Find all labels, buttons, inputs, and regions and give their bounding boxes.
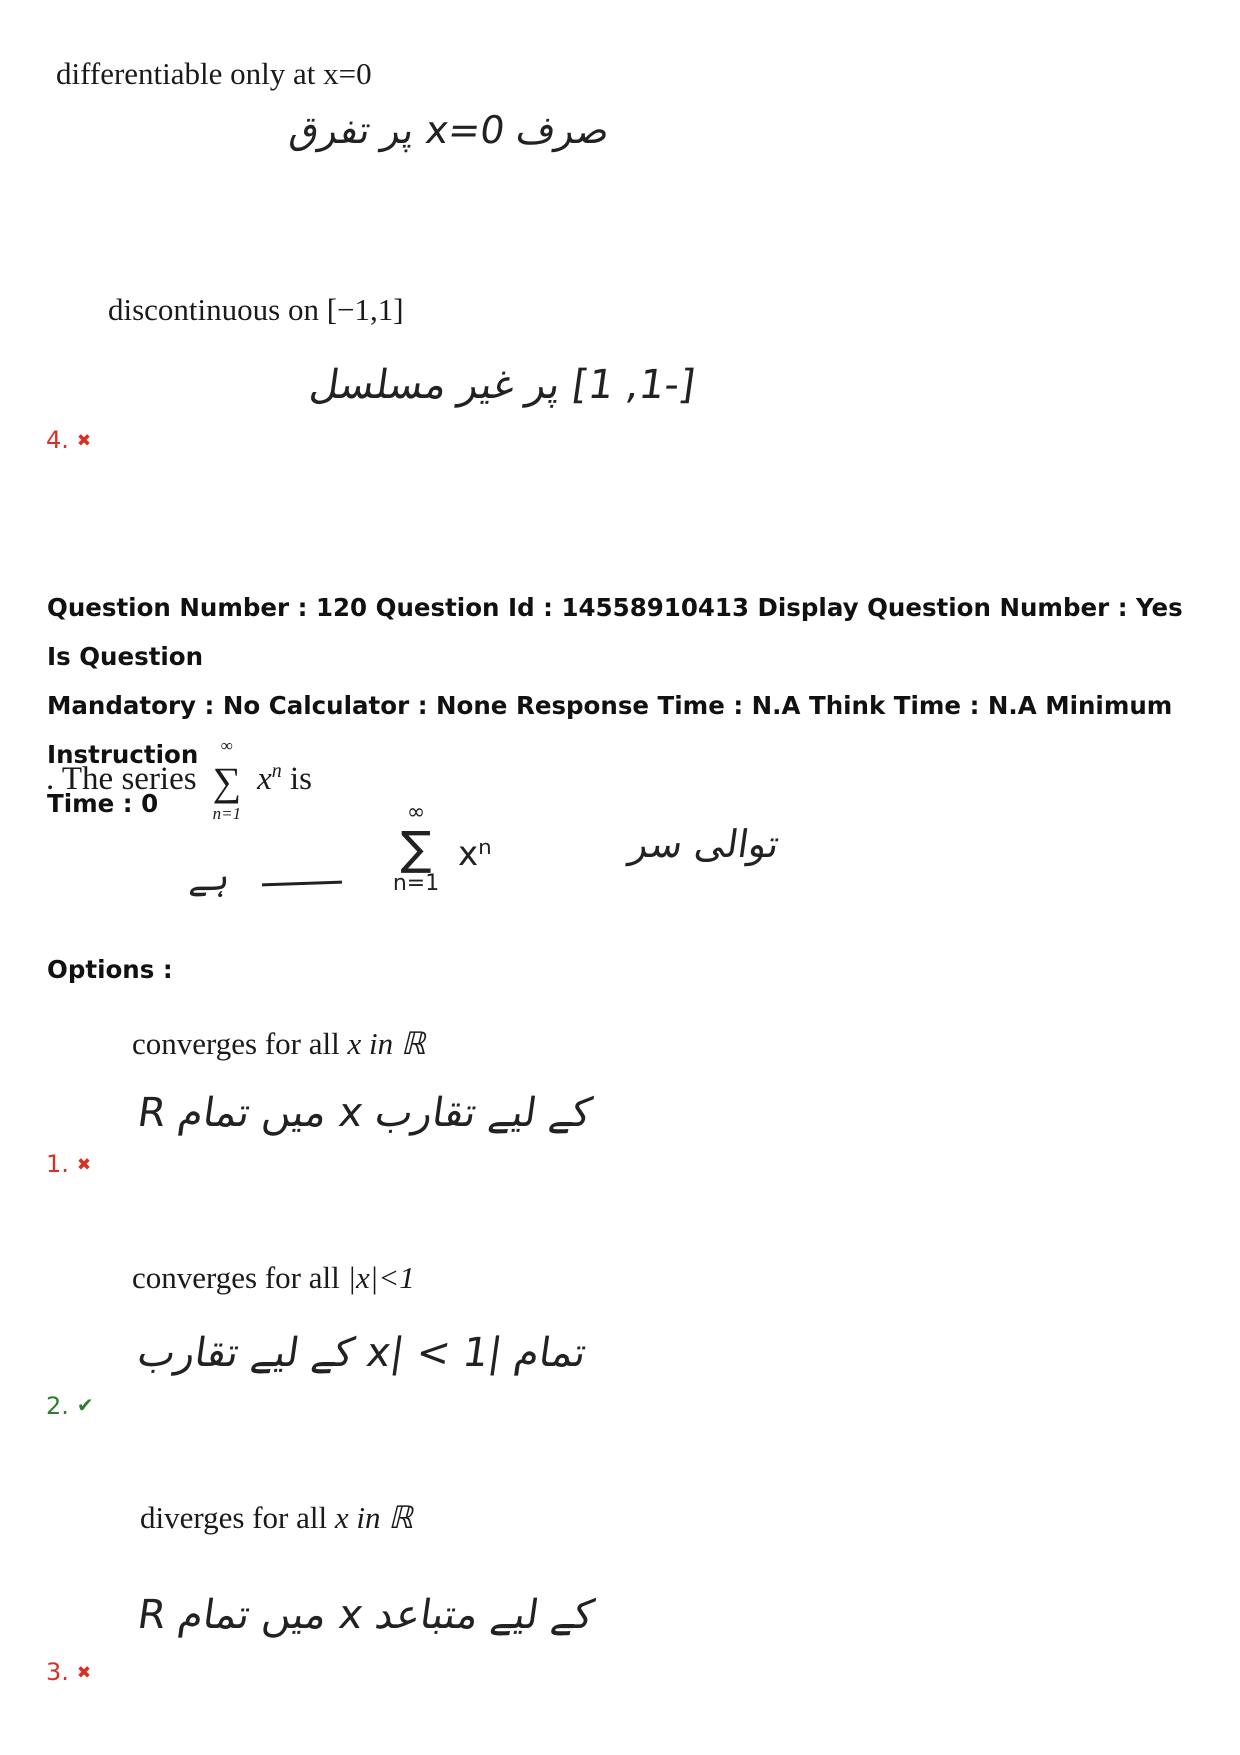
hand-sum-lower: n=1 — [392, 871, 440, 896]
hand-left-word: ہے — [187, 859, 233, 899]
question-meta-line1: Question Number : 120 Question Id : 14558910413 Display Question Number : Yes Is Question — [47, 593, 1183, 671]
option-1-number[interactable] — [46, 1150, 91, 1178]
option-4-number — [46, 426, 91, 454]
option-1-urdu: R میں تمام x کے لیے تقارب — [134, 1090, 595, 1136]
option-2-urdu: تمام |x| < 1 کے لیے تقارب — [134, 1330, 590, 1376]
option-3-urdu: R میں تمام x کے لیے متباعد — [134, 1592, 597, 1638]
option-2-number[interactable] — [46, 1392, 94, 1420]
hand-right-word: توالی سر — [626, 822, 782, 866]
prev-option3-urdu: صرف x=0 پر تفرق — [286, 108, 613, 152]
option-1-english-prefix: converges for all — [132, 1026, 340, 1061]
sum-lower: n=1 — [212, 804, 242, 823]
series-term-base: x — [257, 761, 272, 797]
prev-option3-english: differentiable only at x=0 — [56, 56, 372, 91]
option-3-number-text: 3. — [46, 1658, 69, 1686]
series-term-exp: n — [271, 760, 282, 782]
question-prefix: . The series — [46, 761, 197, 797]
options-label: Options : — [47, 955, 173, 984]
hand-term: xⁿ — [458, 834, 492, 874]
sum-upper: ∞ — [220, 736, 233, 755]
option-2-english-math: |x|<1 — [347, 1260, 415, 1295]
wrong-icon: ✖ — [76, 431, 92, 451]
option-1-number-text: 1. — [46, 1150, 69, 1178]
option-2-number-text: 2. — [46, 1392, 69, 1420]
wrong-icon: ✖ — [76, 1663, 92, 1683]
hand-summation: ∞ ∑ n=1 — [386, 800, 446, 896]
option-1-english-math: x in ℝ — [347, 1026, 426, 1061]
option-2-english-prefix: converges for all — [132, 1260, 340, 1295]
prev-option4-english: discontinuous on [−1,1] — [108, 292, 404, 327]
wrong-icon: ✖ — [76, 1155, 92, 1175]
option-1-english — [132, 1026, 425, 1062]
option-2-english — [132, 1260, 415, 1296]
prev-option4-urdu: [-1, 1] پر غیر مسلسل — [306, 362, 698, 408]
option-4-number-text: 4. — [46, 426, 69, 454]
summation-symbol: ∞ ∑ n=1 — [205, 762, 249, 802]
question-urdu-handwritten — [187, 800, 990, 930]
question-suffix: is — [290, 761, 313, 797]
question-meta-line3: Time : 0 — [47, 789, 159, 818]
check-icon: ✔ — [76, 1393, 94, 1417]
question-meta-line2: Mandatory : No Calculator : None Response Time : N.A Think Time : N.A Minimum Instruction — [47, 691, 1173, 769]
hand-sum-upper: ∞ — [406, 800, 426, 825]
option-3-english — [140, 1500, 413, 1536]
option-3-english-math: x in ℝ — [334, 1500, 413, 1535]
option-3-english-prefix: diverges for all — [140, 1500, 328, 1535]
option-3-number[interactable] — [46, 1658, 91, 1686]
hand-dash — [262, 881, 342, 887]
